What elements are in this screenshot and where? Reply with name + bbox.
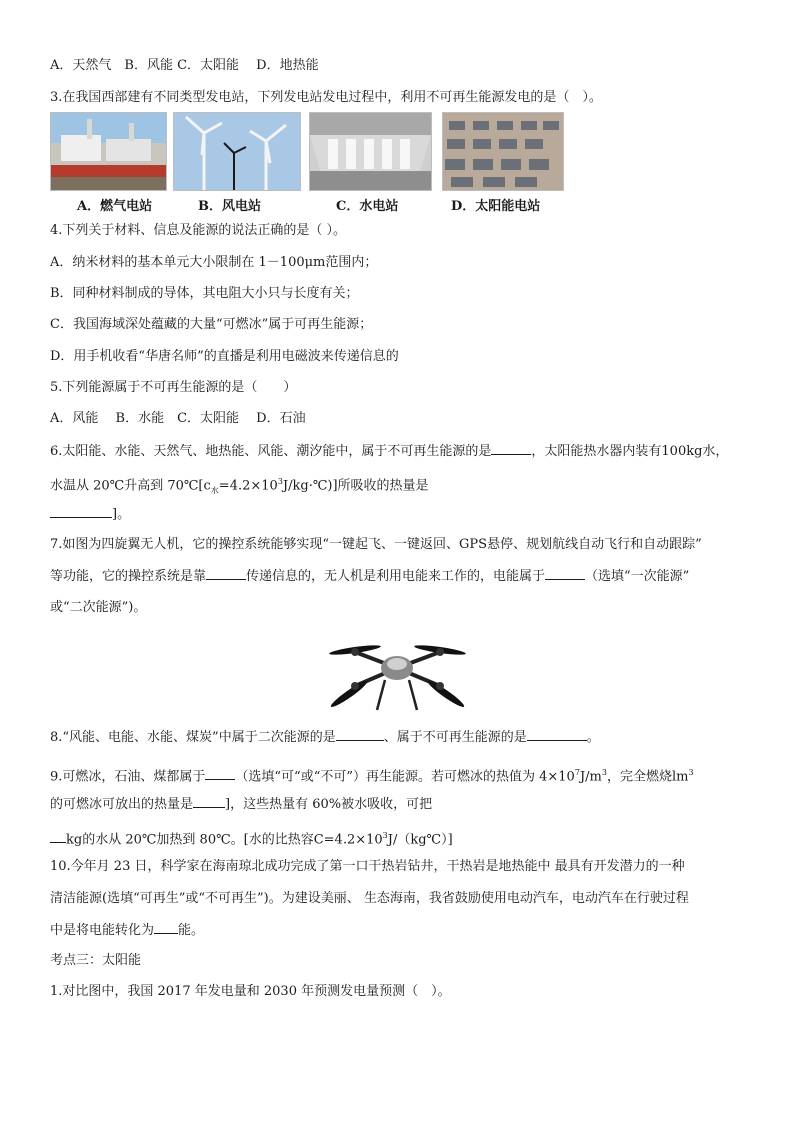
q10-text-3: 中是将电能转化为 (50, 923, 155, 938)
q8-blank-1[interactable] (336, 728, 384, 741)
caption-b: B．风电站 (198, 199, 261, 214)
q6-line2 (50, 473, 754, 500)
q6-line1 (50, 442, 754, 461)
q9-text-8: J/（kg℃）] (387, 832, 453, 848)
q6-blank-2[interactable] (50, 505, 112, 518)
quadcopter-drone-image (325, 628, 470, 716)
q9-text-2: （选填“可“或“不可”）再生能源。若可燃冰的热值为 4×10 (235, 769, 575, 785)
section-heading: 考点三：太阳能 (50, 953, 142, 968)
q6-text-4: =4.2×10 (218, 478, 278, 494)
q6-text-1: 6.太阳能、水能、天然气、地热能、风能、潮汐能中，属于不可再生能源的是 (50, 444, 492, 459)
q9-blank-2[interactable] (193, 795, 225, 808)
q8-text-1: 8.“风能、电能、水能、煤炭”中属于二次能源的是 (50, 730, 336, 745)
q9-text-1: 9.可燃冰，石油、煤都属于 (50, 769, 206, 785)
q4-option-b: B．同种材料制成的导体，其电阻大小只与长度有关； (50, 286, 359, 301)
hydro-power-station-image (309, 112, 432, 191)
q5-stem: 5.下列能源属于不可再生能源的是（ ） (50, 380, 297, 395)
q4-option-d: D．用手机收看“华唐名师”的直播是利用电磁波来传递信息的 (50, 349, 399, 364)
caption-a: A．燃气电站 (77, 199, 153, 214)
q8-text-3: 。 (586, 730, 600, 745)
q9-text-5: 的可燃冰可放出的热量是 (50, 797, 194, 812)
caption-d: D．太阳能电站 (451, 199, 541, 214)
q6-text-2: ，太阳能热水器内装有100kg水， (531, 444, 729, 459)
q3-stem: 3.在我国西部建有不同类型发电站，下列发电站发电过程中，利用不可再生能源发电的是（ ）。 (50, 90, 602, 105)
q9-line1 (50, 764, 754, 786)
q6-end: ]。 (112, 507, 131, 522)
q10-line2: 清洁能源(选填“可再生”或“不可再生”)。为建设美丽、 生态海南，我省鼓励使用电动汽车，电动汽车在行驶过程 (50, 891, 689, 906)
q4-option-c: C．我国海域深处蕴藏的大量“可燃冰”属于可再生能源； (50, 317, 373, 332)
q10-blank[interactable] (154, 921, 178, 934)
q6-line3 (50, 505, 754, 524)
q7-line2 (50, 567, 754, 586)
q7-text-4: （选填“一次能源” (585, 569, 690, 584)
q7-blank-2[interactable] (545, 567, 585, 580)
q10-line1: 10.今年月 23 日，科学家在海南琼北成功完成了第一口干热岩钻井，干热岩是地热能中 最具有开发潜力的一种 (50, 859, 685, 874)
q6-text-5: J/kg·℃)]所吸收的热量是 (282, 478, 429, 494)
q2-options: A．天然气 B．风能 C．太阳能 D．地热能 (50, 58, 319, 73)
q9-sup-1: 7 (574, 768, 580, 777)
q8-line (50, 728, 754, 747)
q9-text-6: ]，这些热量有 60%被水吸收，可把 (225, 797, 433, 812)
s3-q1-stem: 1.对比图中，我国 2017 年发电量和 2030 年预测发电量预测（ ）。 (50, 984, 451, 999)
q10-line3 (50, 921, 754, 940)
gas-power-station-image (50, 112, 167, 191)
q7-text-3: 传递信息的，无人机是利用电能来工作的，电能属于 (246, 569, 546, 584)
q6-sub: 水 (210, 485, 219, 495)
q9-line3 (50, 827, 754, 849)
q7-line1: 7.如图为四旋翼无人机，它的操控系统能够实现“一键起飞、一键返回、GPS悬停、规划航线自动飞行和自动跟踪” (50, 537, 702, 552)
q9-sup-2: 3 (601, 768, 607, 777)
q8-blank-2[interactable] (527, 728, 587, 741)
q9-text-7: kg的水从 20℃加热到 80℃。[水的比热容C=4.2×10 (66, 832, 383, 848)
q9-sup-3: 3 (688, 768, 694, 777)
caption-c: C．水电站 (336, 199, 399, 214)
q10-text-4: 能。 (178, 923, 205, 938)
solar-power-station-image (442, 112, 564, 191)
q7-blank-1[interactable] (206, 567, 246, 580)
q4-option-a: A．纳米材料的基本单元大小限制在 1－100μm范围内； (50, 255, 378, 270)
wind-power-station-image (173, 112, 301, 191)
q9-blank-3[interactable] (50, 830, 66, 843)
q8-text-2: 、属于不可再生能源的是 (383, 730, 527, 745)
q7-line3: 或“二次能源”)。 (50, 600, 147, 615)
q4-stem: 4.下列关于材料、信息及能源的说法正确的是（ ）。 (50, 223, 347, 238)
q6-sup: 3 (277, 477, 283, 486)
q9-sup-4: 3 (382, 831, 388, 840)
q7-text-2: 等功能，它的操控系统是靠 (50, 569, 207, 584)
q9-text-3: J/m (579, 769, 602, 785)
q9-text-4: ，完全燃烧lm (606, 769, 689, 785)
q6-text-3: 水温从 20℃升高到 70℃[c (50, 478, 211, 494)
q6-blank-1[interactable] (491, 442, 531, 455)
q5-options: A．风能 B．水能 C．太阳能 D．石油 (50, 411, 306, 426)
q9-line2 (50, 795, 754, 814)
q9-blank-1[interactable] (205, 767, 235, 780)
